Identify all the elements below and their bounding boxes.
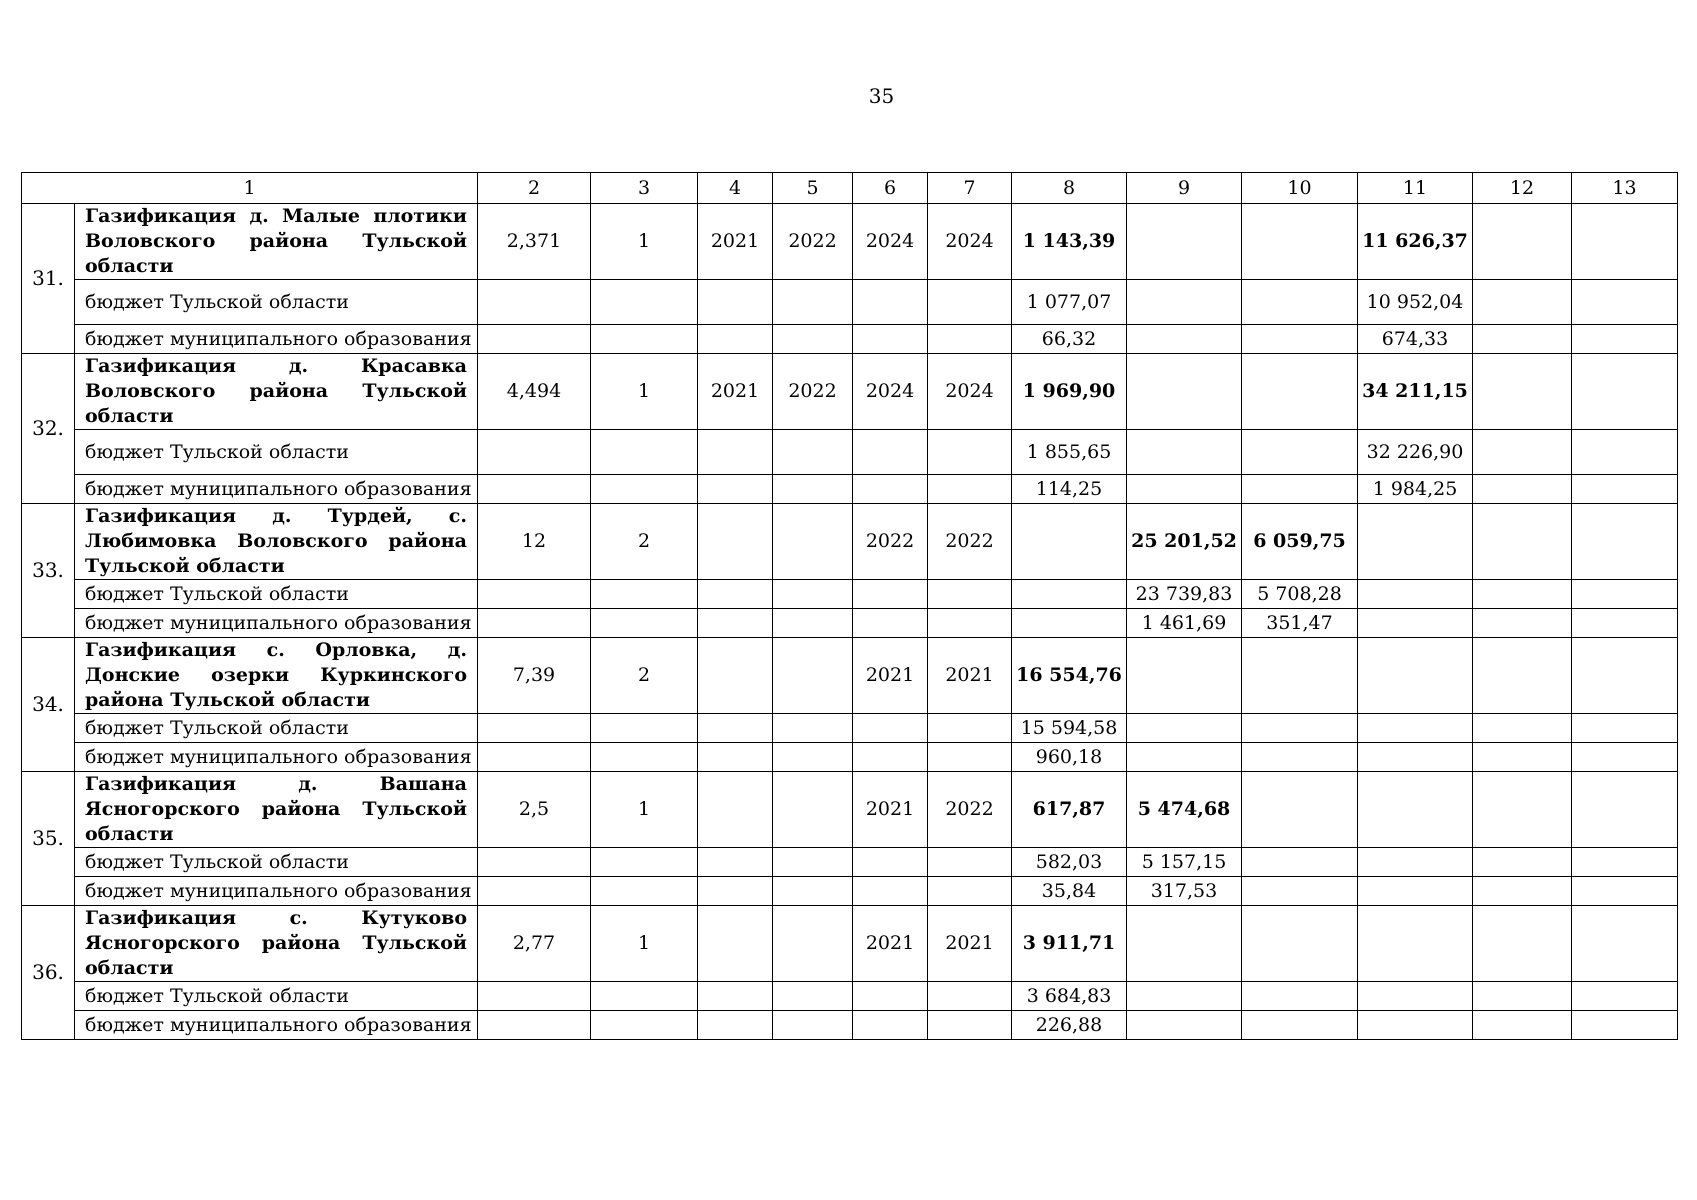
cell-c4 bbox=[698, 638, 773, 714]
budget-c10 bbox=[1242, 714, 1358, 743]
budget-c10 bbox=[1242, 325, 1358, 354]
header-cell-10: 10 bbox=[1242, 173, 1358, 204]
empty-cell bbox=[478, 475, 591, 504]
data-table bbox=[21, 172, 1678, 1040]
cell-c12 bbox=[1473, 204, 1572, 280]
budget-c10 bbox=[1242, 743, 1358, 772]
budget-c8: 226,88 bbox=[1012, 1011, 1127, 1040]
budget-c11: 32 226,90 bbox=[1358, 430, 1473, 475]
budget-c11: 1 984,25 bbox=[1358, 475, 1473, 504]
header-cell-8: 8 bbox=[1012, 173, 1127, 204]
empty-cell bbox=[928, 430, 1012, 475]
empty-cell bbox=[478, 848, 591, 877]
header-cell-6: 6 bbox=[853, 173, 928, 204]
total-c8: 16 554,76 bbox=[1012, 638, 1127, 714]
total-c9 bbox=[1127, 354, 1242, 430]
table-row bbox=[22, 772, 1678, 848]
cell-c7: 2021 bbox=[928, 906, 1012, 982]
empty-cell bbox=[698, 982, 773, 1011]
budget-c10: 5 708,28 bbox=[1242, 580, 1358, 609]
total-c9 bbox=[1127, 638, 1242, 714]
empty-cell bbox=[853, 580, 928, 609]
empty-cell bbox=[928, 848, 1012, 877]
table-row bbox=[22, 638, 1678, 714]
cell-c3: 1 bbox=[591, 906, 698, 982]
empty-cell bbox=[478, 743, 591, 772]
table-row bbox=[22, 906, 1678, 982]
object-title: Газификация д. Красавка Воловского района Тульской области bbox=[75, 354, 478, 430]
cell-c3: 2 bbox=[591, 504, 698, 580]
empty-cell bbox=[773, 325, 853, 354]
empty-cell bbox=[773, 982, 853, 1011]
budget-c9 bbox=[1127, 743, 1242, 772]
budget-label: бюджет муниципального образования bbox=[75, 1011, 478, 1040]
empty-cell bbox=[1572, 743, 1678, 772]
row-number: 36. bbox=[22, 906, 75, 1040]
budget-c9 bbox=[1127, 1011, 1242, 1040]
budget-c11 bbox=[1358, 714, 1473, 743]
budget-c9 bbox=[1127, 714, 1242, 743]
empty-cell bbox=[773, 475, 853, 504]
budget-label: бюджет Тульской области bbox=[75, 580, 478, 609]
object-title: Газификация д. Вашана Ясногорского района Тульской области bbox=[75, 772, 478, 848]
empty-cell bbox=[928, 325, 1012, 354]
table-subrow bbox=[22, 848, 1678, 877]
budget-c8: 582,03 bbox=[1012, 848, 1127, 877]
empty-cell bbox=[1473, 430, 1572, 475]
empty-cell bbox=[1572, 475, 1678, 504]
total-c9 bbox=[1127, 204, 1242, 280]
empty-cell bbox=[1572, 714, 1678, 743]
empty-cell bbox=[591, 743, 698, 772]
cell-c6: 2021 bbox=[853, 906, 928, 982]
row-number: 34. bbox=[22, 638, 75, 772]
cell-c2: 4,494 bbox=[478, 354, 591, 430]
header-cell-13: 13 bbox=[1572, 173, 1678, 204]
total-c10 bbox=[1242, 772, 1358, 848]
cell-c7: 2021 bbox=[928, 638, 1012, 714]
empty-cell bbox=[928, 877, 1012, 906]
budget-c10 bbox=[1242, 475, 1358, 504]
cell-c12 bbox=[1473, 638, 1572, 714]
cell-c6: 2021 bbox=[853, 772, 928, 848]
budget-c10 bbox=[1242, 1011, 1358, 1040]
empty-cell bbox=[1473, 280, 1572, 325]
total-c9 bbox=[1127, 906, 1242, 982]
budget-c8: 960,18 bbox=[1012, 743, 1127, 772]
budget-c8: 1 077,07 bbox=[1012, 280, 1127, 325]
total-c8: 1 143,39 bbox=[1012, 204, 1127, 280]
empty-cell bbox=[478, 714, 591, 743]
empty-cell bbox=[478, 1011, 591, 1040]
budget-label: бюджет Тульской области bbox=[75, 982, 478, 1011]
budget-c11 bbox=[1358, 877, 1473, 906]
budget-c11 bbox=[1358, 609, 1473, 638]
budget-c9 bbox=[1127, 280, 1242, 325]
empty-cell bbox=[853, 714, 928, 743]
cell-c12 bbox=[1473, 772, 1572, 848]
empty-cell bbox=[853, 609, 928, 638]
budget-label: бюджет муниципального образования bbox=[75, 475, 478, 504]
empty-cell bbox=[853, 848, 928, 877]
row-number: 33. bbox=[22, 504, 75, 638]
empty-cell bbox=[1572, 877, 1678, 906]
empty-cell bbox=[928, 743, 1012, 772]
cell-c13 bbox=[1572, 504, 1678, 580]
empty-cell bbox=[1473, 325, 1572, 354]
empty-cell bbox=[1572, 982, 1678, 1011]
budget-c9 bbox=[1127, 475, 1242, 504]
budget-c8: 3 684,83 bbox=[1012, 982, 1127, 1011]
table-subrow bbox=[22, 982, 1678, 1011]
empty-cell bbox=[1473, 714, 1572, 743]
empty-cell bbox=[1473, 877, 1572, 906]
header-cell-9: 9 bbox=[1127, 173, 1242, 204]
budget-c9: 5 157,15 bbox=[1127, 848, 1242, 877]
cell-c2: 7,39 bbox=[478, 638, 591, 714]
budget-c10 bbox=[1242, 430, 1358, 475]
budget-c11: 10 952,04 bbox=[1358, 280, 1473, 325]
budget-c8: 114,25 bbox=[1012, 475, 1127, 504]
table-subrow bbox=[22, 877, 1678, 906]
cell-c3: 1 bbox=[591, 354, 698, 430]
budget-c10 bbox=[1242, 848, 1358, 877]
cell-c7: 2022 bbox=[928, 772, 1012, 848]
empty-cell bbox=[928, 580, 1012, 609]
budget-c9 bbox=[1127, 325, 1242, 354]
header-row bbox=[22, 173, 1678, 204]
header-cell-4: 4 bbox=[698, 173, 773, 204]
budget-label: бюджет Тульской области bbox=[75, 430, 478, 475]
budget-c8: 15 594,58 bbox=[1012, 714, 1127, 743]
cell-c12 bbox=[1473, 354, 1572, 430]
empty-cell bbox=[591, 877, 698, 906]
table-row bbox=[22, 504, 1678, 580]
table-subrow bbox=[22, 475, 1678, 504]
row-number: 32. bbox=[22, 354, 75, 504]
header-cell-7: 7 bbox=[928, 173, 1012, 204]
empty-cell bbox=[853, 430, 928, 475]
empty-cell bbox=[1572, 580, 1678, 609]
table-subrow bbox=[22, 609, 1678, 638]
cell-c5 bbox=[773, 638, 853, 714]
total-c10: 6 059,75 bbox=[1242, 504, 1358, 580]
empty-cell bbox=[1473, 475, 1572, 504]
empty-cell bbox=[773, 877, 853, 906]
budget-label: бюджет муниципального образования bbox=[75, 609, 478, 638]
empty-cell bbox=[928, 609, 1012, 638]
empty-cell bbox=[1572, 325, 1678, 354]
total-c10 bbox=[1242, 204, 1358, 280]
cell-c2: 2,5 bbox=[478, 772, 591, 848]
total-c8 bbox=[1012, 504, 1127, 580]
header-cell-1: 1 bbox=[22, 173, 478, 204]
cell-c13 bbox=[1572, 772, 1678, 848]
empty-cell bbox=[591, 280, 698, 325]
empty-cell bbox=[773, 580, 853, 609]
cell-c7: 2024 bbox=[928, 204, 1012, 280]
header-cell-2: 2 bbox=[478, 173, 591, 204]
total-c10 bbox=[1242, 638, 1358, 714]
cell-c5 bbox=[773, 772, 853, 848]
budget-c11 bbox=[1358, 580, 1473, 609]
total-c9: 5 474,68 bbox=[1127, 772, 1242, 848]
total-c11 bbox=[1358, 906, 1473, 982]
empty-cell bbox=[1572, 280, 1678, 325]
empty-cell bbox=[1473, 982, 1572, 1011]
table-subrow bbox=[22, 430, 1678, 475]
header-cell-5: 5 bbox=[773, 173, 853, 204]
budget-c9: 23 739,83 bbox=[1127, 580, 1242, 609]
total-c11 bbox=[1358, 772, 1473, 848]
empty-cell bbox=[698, 1011, 773, 1040]
empty-cell bbox=[1473, 609, 1572, 638]
empty-cell bbox=[591, 580, 698, 609]
budget-c8: 66,32 bbox=[1012, 325, 1127, 354]
empty-cell bbox=[478, 325, 591, 354]
budget-label: бюджет Тульской области bbox=[75, 280, 478, 325]
empty-cell bbox=[698, 430, 773, 475]
budget-c9: 1 461,69 bbox=[1127, 609, 1242, 638]
row-number: 35. bbox=[22, 772, 75, 906]
empty-cell bbox=[478, 982, 591, 1011]
cell-c4 bbox=[698, 504, 773, 580]
table-subrow bbox=[22, 325, 1678, 354]
cell-c6: 2022 bbox=[853, 504, 928, 580]
budget-c9: 317,53 bbox=[1127, 877, 1242, 906]
empty-cell bbox=[1572, 848, 1678, 877]
total-c10 bbox=[1242, 906, 1358, 982]
empty-cell bbox=[773, 430, 853, 475]
empty-cell bbox=[928, 714, 1012, 743]
total-c8: 617,87 bbox=[1012, 772, 1127, 848]
cell-c4: 2021 bbox=[698, 354, 773, 430]
empty-cell bbox=[928, 982, 1012, 1011]
total-c11 bbox=[1358, 638, 1473, 714]
cell-c5: 2022 bbox=[773, 204, 853, 280]
empty-cell bbox=[1572, 430, 1678, 475]
page-number: 35 bbox=[868, 84, 895, 108]
total-c8: 1 969,90 bbox=[1012, 354, 1127, 430]
cell-c12 bbox=[1473, 504, 1572, 580]
table-subrow bbox=[22, 580, 1678, 609]
empty-cell bbox=[591, 475, 698, 504]
empty-cell bbox=[928, 280, 1012, 325]
total-c10 bbox=[1242, 354, 1358, 430]
empty-cell bbox=[773, 714, 853, 743]
empty-cell bbox=[698, 475, 773, 504]
budget-c9 bbox=[1127, 430, 1242, 475]
table-subrow bbox=[22, 743, 1678, 772]
budget-c11 bbox=[1358, 743, 1473, 772]
empty-cell bbox=[478, 280, 591, 325]
empty-cell bbox=[591, 609, 698, 638]
empty-cell bbox=[591, 430, 698, 475]
budget-label: бюджет муниципального образования bbox=[75, 325, 478, 354]
budget-c10 bbox=[1242, 982, 1358, 1011]
cell-c3: 2 bbox=[591, 638, 698, 714]
header-cell-12: 12 bbox=[1473, 173, 1572, 204]
total-c11: 34 211,15 bbox=[1358, 354, 1473, 430]
cell-c2: 2,371 bbox=[478, 204, 591, 280]
empty-cell bbox=[591, 1011, 698, 1040]
cell-c5: 2022 bbox=[773, 354, 853, 430]
cell-c2: 12 bbox=[478, 504, 591, 580]
empty-cell bbox=[853, 982, 928, 1011]
budget-c8: 1 855,65 bbox=[1012, 430, 1127, 475]
empty-cell bbox=[698, 609, 773, 638]
empty-cell bbox=[698, 580, 773, 609]
row-number: 31. bbox=[22, 204, 75, 354]
object-title: Газификация с. Кутуково Ясногорского района Тульской области bbox=[75, 906, 478, 982]
object-title: Газификация д. Турдей, с. Любимовка Воловского района Тульской области bbox=[75, 504, 478, 580]
table-subrow bbox=[22, 1011, 1678, 1040]
total-c11 bbox=[1358, 504, 1473, 580]
empty-cell bbox=[1572, 1011, 1678, 1040]
cell-c5 bbox=[773, 906, 853, 982]
cell-c6: 2024 bbox=[853, 354, 928, 430]
total-c9: 25 201,52 bbox=[1127, 504, 1242, 580]
cell-c7: 2022 bbox=[928, 504, 1012, 580]
budget-label: бюджет Тульской области bbox=[75, 714, 478, 743]
empty-cell bbox=[773, 609, 853, 638]
budget-label: бюджет муниципального образования bbox=[75, 877, 478, 906]
table-subrow bbox=[22, 714, 1678, 743]
empty-cell bbox=[478, 580, 591, 609]
budget-c10 bbox=[1242, 877, 1358, 906]
header-cell-3: 3 bbox=[591, 173, 698, 204]
budget-c11 bbox=[1358, 982, 1473, 1011]
budget-c8 bbox=[1012, 580, 1127, 609]
cell-c3: 1 bbox=[591, 204, 698, 280]
empty-cell bbox=[853, 325, 928, 354]
budget-c9 bbox=[1127, 982, 1242, 1011]
empty-cell bbox=[1572, 609, 1678, 638]
empty-cell bbox=[773, 280, 853, 325]
cell-c6: 2024 bbox=[853, 204, 928, 280]
empty-cell bbox=[773, 1011, 853, 1040]
cell-c13 bbox=[1572, 906, 1678, 982]
budget-c11 bbox=[1358, 1011, 1473, 1040]
cell-c2: 2,77 bbox=[478, 906, 591, 982]
empty-cell bbox=[1473, 743, 1572, 772]
empty-cell bbox=[928, 1011, 1012, 1040]
object-title: Газификация с. Орловка, д. Донские озерки Куркинского района Тульской области bbox=[75, 638, 478, 714]
cell-c4 bbox=[698, 772, 773, 848]
table-row bbox=[22, 204, 1678, 280]
budget-c10: 351,47 bbox=[1242, 609, 1358, 638]
empty-cell bbox=[853, 280, 928, 325]
object-title: Газификация д. Малые плотики Воловского района Тульской области bbox=[75, 204, 478, 280]
empty-cell bbox=[698, 325, 773, 354]
cell-c12 bbox=[1473, 906, 1572, 982]
empty-cell bbox=[853, 877, 928, 906]
empty-cell bbox=[698, 877, 773, 906]
cell-c3: 1 bbox=[591, 772, 698, 848]
empty-cell bbox=[698, 280, 773, 325]
empty-cell bbox=[478, 877, 591, 906]
empty-cell bbox=[698, 714, 773, 743]
empty-cell bbox=[591, 982, 698, 1011]
empty-cell bbox=[853, 743, 928, 772]
empty-cell bbox=[591, 325, 698, 354]
empty-cell bbox=[928, 475, 1012, 504]
cell-c13 bbox=[1572, 204, 1678, 280]
budget-c11 bbox=[1358, 848, 1473, 877]
total-c8: 3 911,71 bbox=[1012, 906, 1127, 982]
cell-c4 bbox=[698, 906, 773, 982]
header-cell-11: 11 bbox=[1358, 173, 1473, 204]
budget-c11: 674,33 bbox=[1358, 325, 1473, 354]
budget-label: бюджет муниципального образования bbox=[75, 743, 478, 772]
budget-label: бюджет Тульской области bbox=[75, 848, 478, 877]
cell-c7: 2024 bbox=[928, 354, 1012, 430]
budget-c8: 35,84 bbox=[1012, 877, 1127, 906]
total-c11: 11 626,37 bbox=[1358, 204, 1473, 280]
budget-c8 bbox=[1012, 609, 1127, 638]
empty-cell bbox=[478, 609, 591, 638]
cell-c4: 2021 bbox=[698, 204, 773, 280]
empty-cell bbox=[698, 743, 773, 772]
empty-cell bbox=[773, 743, 853, 772]
empty-cell bbox=[478, 430, 591, 475]
cell-c13 bbox=[1572, 638, 1678, 714]
empty-cell bbox=[773, 848, 853, 877]
empty-cell bbox=[1473, 580, 1572, 609]
budget-c10 bbox=[1242, 280, 1358, 325]
table-subrow bbox=[22, 280, 1678, 325]
empty-cell bbox=[1473, 848, 1572, 877]
empty-cell bbox=[591, 714, 698, 743]
cell-c5 bbox=[773, 504, 853, 580]
cell-c13 bbox=[1572, 354, 1678, 430]
empty-cell bbox=[591, 848, 698, 877]
empty-cell bbox=[1473, 1011, 1572, 1040]
empty-cell bbox=[853, 475, 928, 504]
table-row bbox=[22, 354, 1678, 430]
empty-cell bbox=[853, 1011, 928, 1040]
empty-cell bbox=[698, 848, 773, 877]
cell-c6: 2021 bbox=[853, 638, 928, 714]
